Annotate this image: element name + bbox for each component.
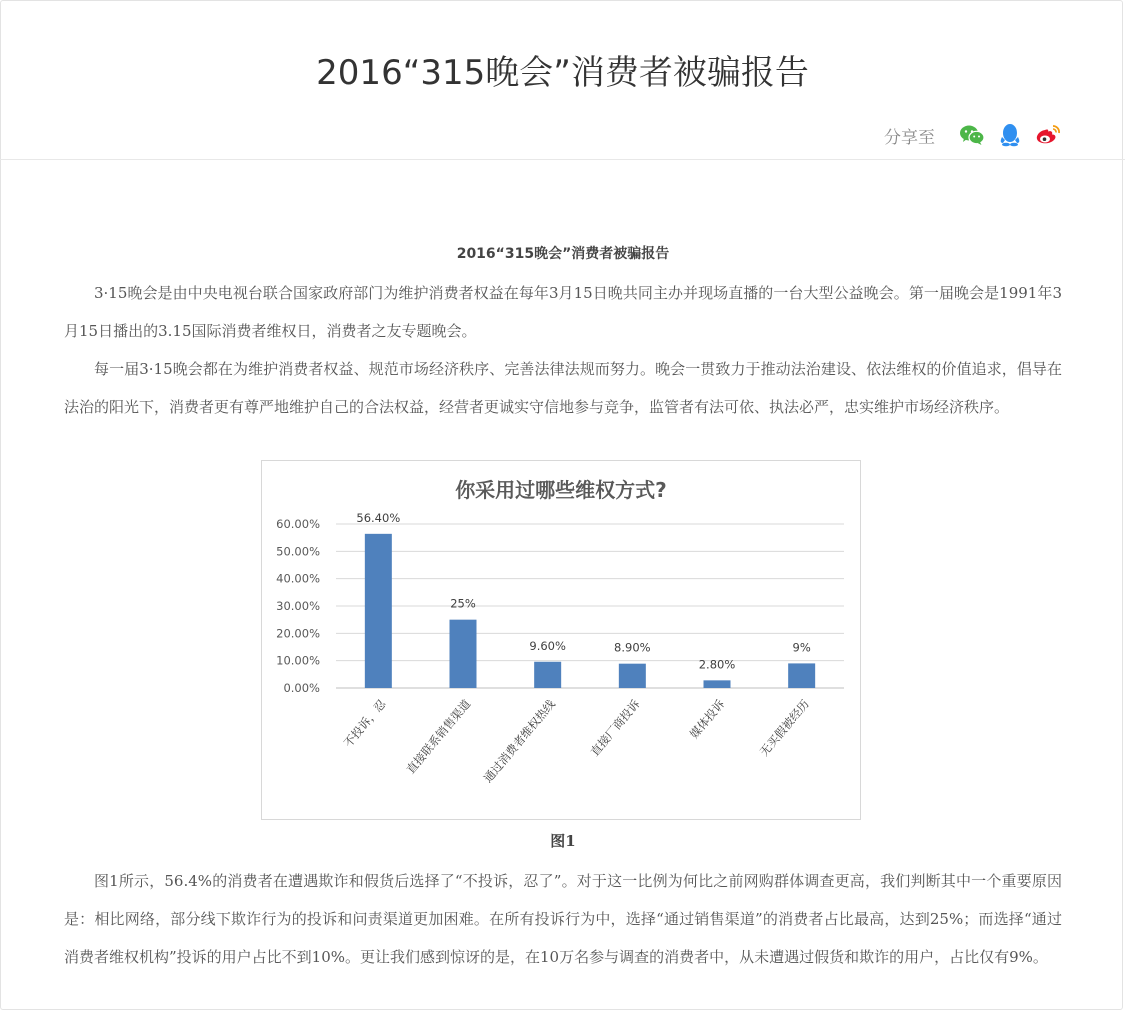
- figure-caption: 图1: [550, 832, 576, 850]
- page-header: [0, 0, 1125, 160]
- paragraph-mission: 每一届3·15晚会都在为维护消费者权益、规范市场经济秩序、完善法律法规而努力。晚会一贯致力于推动法治建设、依法维权的价值追求，倡导在法治的阳光下，消费者更有尊严地维护自己的合法权益，经营者更诚实守信地参与竞争，监管者有法可依、执法必严，忠实维护市场经济秩序。: [64, 360, 1062, 416]
- page-title: 2016“315晚会”消费者被骗报告: [316, 53, 809, 93]
- share-bar: [884, 120, 1063, 150]
- bar-chart: [262, 461, 860, 819]
- x-tick-label: 通过消费者维权热线: [480, 696, 558, 786]
- paragraph-analysis: 图1所示，56.4%的消费者在遭遇欺诈和假货后选择了“不投诉，忍了”。对于这一比例为何比之前网购群体调查更高，我们判断其中一个重要原因是：相比网络，部分线下欺诈行为的投诉和问责渠道更加困难。在所有投诉行为中，选择“通过销售渠道”的消费者占比最高，达到25%；而选择“通过消费者维权机构”投诉的用户占比不到10%。更让我们感到惊讶的是，在10万名参与调查的消费者中，从未遭遇过假货和欺诈的用户，占比仅有9%。: [64, 872, 1062, 966]
- wechat-icon[interactable]: [957, 120, 987, 150]
- data-label: 9.60%: [529, 638, 566, 653]
- chart-title: 你采用过哪些维权方式?: [455, 478, 667, 502]
- x-tick-label: 直接厂商投诉: [587, 696, 643, 759]
- bar: [450, 620, 477, 688]
- bar: [365, 534, 392, 688]
- qq-icon[interactable]: [995, 120, 1025, 150]
- share-label: 分享至: [884, 127, 935, 148]
- weibo-icon[interactable]: [1033, 120, 1063, 150]
- x-tick-label: 无买假被经历: [756, 696, 812, 759]
- data-label: 56.40%: [356, 510, 401, 525]
- paragraph-intro: 3·15晚会是由中央电视台联合国家政府部门为维护消费者权益在每年3月15日晚共同主办并现场直播的一台大型公益晚会。第一届晚会是1991年3月15日播出的3.15国际消费者维权日，消费者之友专题晚会。: [64, 284, 1062, 340]
- y-tick-label: 0.00%: [283, 681, 320, 695]
- y-tick-label: 30.00%: [276, 599, 320, 613]
- document-title: 2016“315晚会”消费者被骗报告: [456, 246, 670, 262]
- bar: [788, 663, 815, 688]
- bar: [619, 664, 646, 688]
- bar: [704, 680, 731, 688]
- y-tick-label: 10.00%: [276, 653, 320, 668]
- data-label: 9%: [792, 640, 811, 655]
- article-body: [64, 238, 1062, 966]
- bar: [534, 662, 561, 688]
- data-label: 25%: [450, 596, 476, 611]
- data-label: 2.80%: [698, 657, 736, 672]
- x-tick-label: 直接联系销售渠道: [403, 696, 474, 777]
- y-tick-label: 20.00%: [276, 626, 320, 641]
- y-tick-label: 40.00%: [276, 571, 320, 586]
- chart-figure: [261, 460, 861, 820]
- data-label: 8.90%: [614, 640, 651, 655]
- y-tick-label: 60.00%: [276, 517, 320, 531]
- x-tick-label: 不投诉，忍: [340, 696, 389, 750]
- x-tick-label: 媒体投诉: [687, 696, 728, 742]
- y-tick-label: 50.00%: [276, 544, 320, 559]
